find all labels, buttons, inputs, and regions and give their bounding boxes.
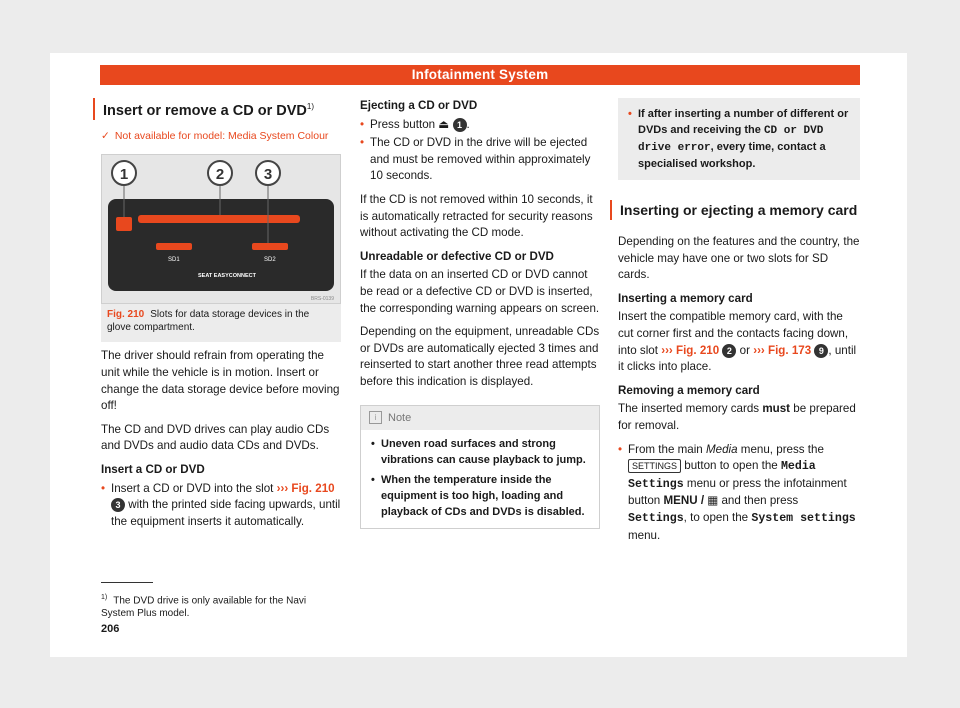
paragraph-depending: Depending on the equipment, unreadable CDs or DVDs are automatically ejected 3 times and reinserted to start another three read attempts before this indication is displayed. — [360, 325, 600, 388]
press-button-text: Press button ⏏ — [370, 117, 450, 131]
inserting-text-a: Insert the compatible memory card, with the cut corner first and the contacts facing down, into slot — [618, 310, 849, 357]
callout-number: 3 — [111, 498, 125, 512]
figure-number: Fig. 210 — [107, 309, 145, 321]
step-text-d: menu or press the infotainment button — [628, 476, 847, 508]
paragraph-driver: The driver should refrain from operating the unit while the vehicle is in motion. Insert or change the data storage device before moving off! — [101, 349, 340, 413]
slots-illustration — [102, 155, 340, 303]
availability-text: Not available for model: Media System Colour — [114, 129, 329, 142]
footnote-divider — [101, 582, 153, 583]
column-middle — [360, 98, 600, 529]
eject-result: • The CD or DVD in the drive will be ejected and must be removed within approximately 10 seconds. — [360, 135, 600, 185]
settings-label: Settings — [628, 511, 684, 525]
media-settings-label: Media Settings — [628, 460, 816, 491]
paragraph-removing — [618, 401, 860, 434]
settings-key: SETTINGS — [628, 459, 681, 473]
callout-3-text: 3 — [263, 166, 273, 184]
step-text-e: and then press — [721, 494, 799, 508]
callout-2-text: 2 — [215, 166, 225, 184]
heading-unreadable: Unreadable or defective CD or DVD — [360, 249, 554, 263]
callout-number: 2 — [722, 344, 736, 358]
glove-compartment-image — [101, 154, 341, 304]
heading-memory-card: Inserting or ejecting a memory card — [610, 200, 860, 220]
system-settings-label: System settings — [751, 511, 856, 525]
column-right — [618, 98, 860, 551]
heading-removing: Removing a memory card — [618, 383, 760, 397]
warning-text-b: , every time, contact a specialised workshop. — [638, 141, 826, 170]
cd-slot — [138, 215, 300, 223]
figure-reference-link[interactable]: ››› Fig. 210 — [661, 343, 720, 357]
media-word: Media — [705, 442, 738, 456]
step-text-f: , to open the — [683, 510, 749, 524]
title-block — [93, 98, 341, 120]
heading-eject: Ejecting a CD or DVD — [360, 99, 478, 112]
footnote-mark: 1) — [101, 594, 108, 601]
figure-210 — [101, 154, 341, 334]
paragraph-retract: If the CD is not removed within 10 seconds, it is automatically retracted for security reasons without activating the CD mode. — [360, 192, 593, 240]
figure-caption-text: Slots for data storage devices in the glove compartment. — [107, 309, 310, 334]
footnote-text: The DVD drive is only available for the Navi System Plus model. — [101, 595, 307, 620]
section-title-text: Insert or remove a CD or DVD — [103, 102, 307, 119]
note-body — [361, 430, 599, 528]
info-icon: i — [369, 411, 382, 424]
note-item: • When the temperature inside the equipment is too high, loading and playback of CDs and DVDs is disabled. — [371, 472, 589, 520]
column-left — [101, 98, 341, 537]
heading-inserting: Inserting a memory card — [618, 291, 753, 305]
inserting-text-b: , until it clicks into place. — [618, 343, 857, 374]
eject-step: • Press button ⏏ 1 . — [360, 117, 600, 134]
paragraph-drives: The CD and DVD drives can play audio CDs and DVDs and audio data CDs and DVDs. — [101, 422, 330, 453]
warning-box — [618, 98, 860, 180]
availability-note — [101, 128, 341, 145]
menu-icon: MENU / ▦ — [663, 494, 719, 508]
sd2-slot — [252, 243, 288, 250]
paragraph-unreadable: If the data on an inserted CD or DVD cannot be read or a defective CD or DVD is inserted, the corresponding warning appears on screen. — [360, 268, 600, 315]
warning-item — [628, 106, 850, 172]
note-box — [360, 405, 600, 530]
paragraph-inserting — [618, 309, 860, 375]
figure-reference-link[interactable]: ››› Fig. 173 — [753, 343, 812, 357]
sd1-slot — [156, 243, 192, 250]
callout-1-text: 1 — [119, 166, 129, 184]
step-text-b: menu, press the — [740, 442, 824, 456]
step-text-g: menu. — [628, 528, 661, 542]
footnote-marker: 1) — [306, 102, 314, 111]
insert-text-b: with the printed side facing upwards, until the equipment inserts it automatically. — [111, 498, 341, 528]
page-number: 206 — [101, 623, 120, 635]
step-text-a: From the main — [628, 442, 703, 456]
warning-text-a: If after inserting a number of different or DVDs and receiving the — [638, 108, 849, 136]
callout-number: 9 — [814, 344, 828, 358]
eject-button — [116, 217, 132, 231]
sd1-label: SD1 — [168, 257, 180, 264]
paragraph-memory: Depending on the features and the country, the vehicle may have one or two slots for SD cards. — [618, 235, 860, 282]
insert-step — [101, 481, 341, 531]
removing-text-b: be prepared for removal. — [618, 402, 856, 432]
note-label: Note — [388, 411, 412, 424]
step-text-c: button to open the — [684, 459, 778, 473]
removing-step — [618, 442, 860, 545]
insert-text-a: Insert a CD or DVD into the slot — [111, 481, 274, 495]
brand-label: SEAT EASYCONNECT — [198, 273, 256, 280]
section-title — [103, 98, 341, 120]
checkmark-icon: ✓ — [101, 129, 110, 142]
figure-reference-link[interactable]: ››› Fig. 210 — [276, 481, 335, 495]
inserting-or: or — [739, 343, 750, 357]
heading-insert: Insert a CD or DVD — [101, 462, 205, 476]
sd2-label: SD2 — [264, 257, 276, 264]
figure-caption — [101, 304, 341, 342]
note-item: • Uneven road surfaces and strong vibrations can cause playback to jump. — [371, 436, 589, 468]
callout-number: 1 — [453, 118, 467, 132]
removing-text-a: The inserted memory cards — [618, 402, 760, 416]
note-header — [361, 406, 599, 431]
error-message: CD or DVD drive error — [638, 125, 824, 154]
section-header: Infotainment System — [100, 65, 860, 85]
removing-must: must — [762, 402, 791, 416]
footnote — [101, 591, 341, 620]
figure-code: BRS-0139 — [310, 296, 334, 303]
